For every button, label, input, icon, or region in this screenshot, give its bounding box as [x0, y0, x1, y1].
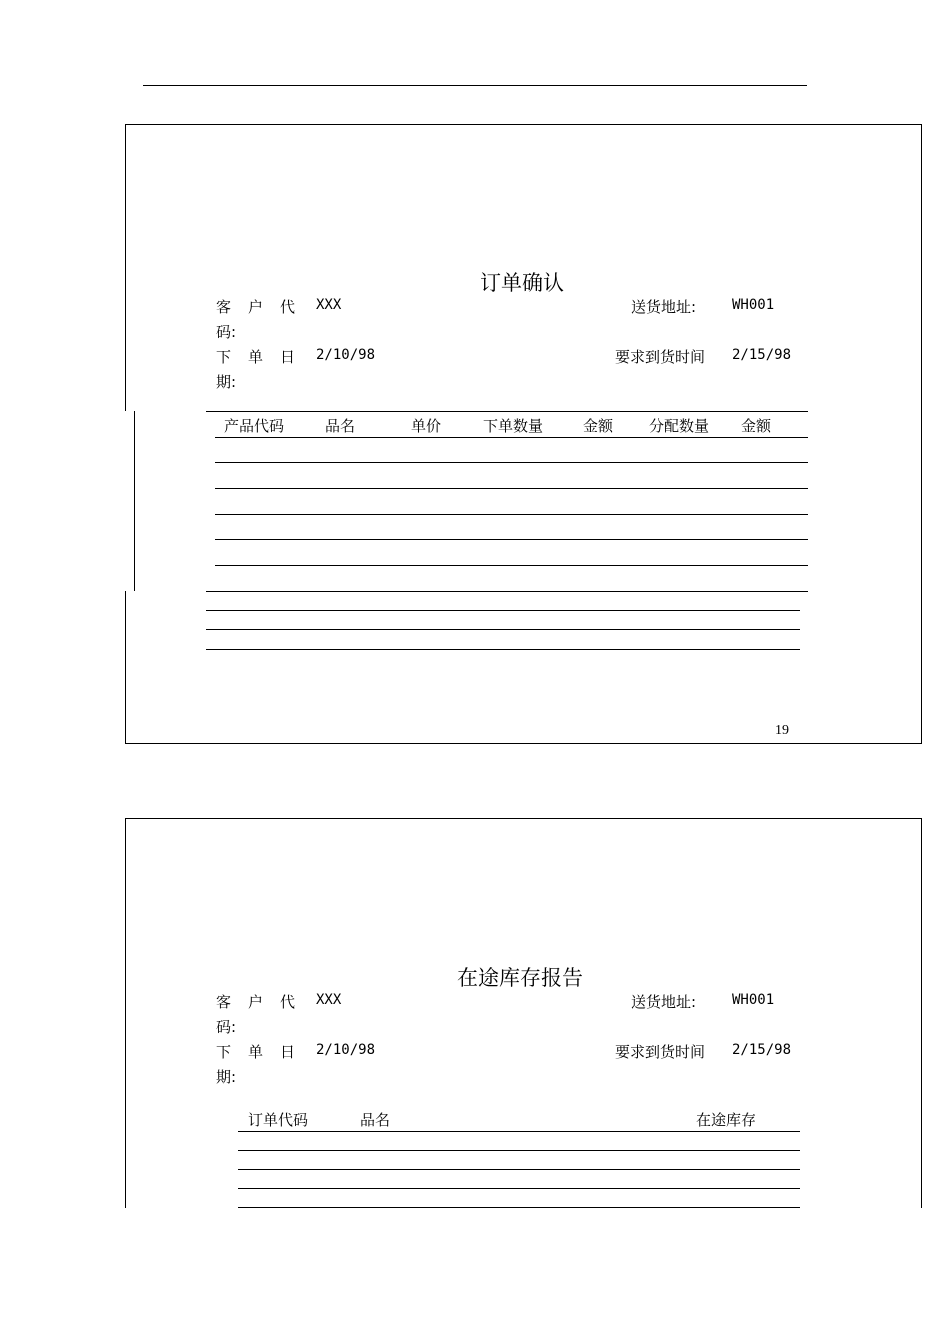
table-row-rule [238, 1169, 800, 1170]
table-row-rule [238, 1207, 800, 1208]
slide-title: 订单确认 [480, 271, 564, 295]
table-row-rule [206, 629, 800, 630]
order-date-label: 下单日 [216, 348, 313, 366]
column-header: 分配数量 [649, 417, 710, 435]
order-date-label: 下单日 [216, 1043, 313, 1061]
required-date-label: 要求到货时间 [615, 348, 706, 366]
column-header: 品名 [325, 417, 356, 435]
column-header: 单价 [411, 417, 442, 435]
customer-code-label-cont: 码: [216, 323, 237, 341]
column-header: 金额 [741, 417, 772, 435]
customer-code-label: 客户代 [216, 298, 313, 316]
customer-code-value: XXX [316, 297, 342, 313]
order-date-value: 2/10/98 [316, 347, 376, 363]
column-header: 订单代码 [248, 1111, 309, 1129]
required-date-value: 2/15/98 [732, 347, 792, 363]
column-header: 下单数量 [483, 417, 544, 435]
order-date-value: 2/10/98 [316, 1042, 376, 1058]
customer-code-label-cont: 码: [216, 1018, 237, 1036]
column-header: 金额 [583, 417, 614, 435]
table-row-rule [215, 462, 808, 463]
required-date-value: 2/15/98 [732, 1042, 792, 1058]
table-row-rule [206, 591, 808, 592]
slide-title: 在途库存报告 [457, 966, 583, 990]
customer-code-value: XXX [316, 992, 342, 1008]
column-header: 品名 [360, 1111, 391, 1129]
column-header: 产品代码 [224, 417, 285, 435]
table-row-rule [215, 565, 808, 566]
customer-code-label: 客户代 [216, 993, 313, 1011]
table-row-rule [215, 539, 808, 540]
slide-edge-gap [124, 411, 128, 591]
table-row-rule [215, 488, 808, 489]
column-header: 在途库存 [696, 1111, 757, 1129]
page-header-rule [143, 85, 807, 86]
required-date-label: 要求到货时间 [615, 1043, 706, 1061]
ship-to-label: 送货地址: [631, 298, 697, 316]
page-number: 19 [775, 723, 789, 738]
table-row-rule [215, 437, 808, 438]
order-date-label-cont: 期: [216, 1068, 237, 1086]
order-date-label-cont: 期: [216, 373, 237, 391]
table-row-rule [206, 649, 800, 650]
table-row-rule [215, 514, 808, 515]
slide-edge-line [134, 411, 135, 591]
table-row-rule [238, 1131, 800, 1132]
table-row-rule [238, 1150, 800, 1151]
ship-to-value: WH001 [732, 297, 775, 313]
table-top-rule [206, 411, 808, 412]
ship-to-label: 送货地址: [631, 993, 697, 1011]
table-row-rule [206, 610, 800, 611]
ship-to-value: WH001 [732, 992, 775, 1008]
table-row-rule [238, 1188, 800, 1189]
